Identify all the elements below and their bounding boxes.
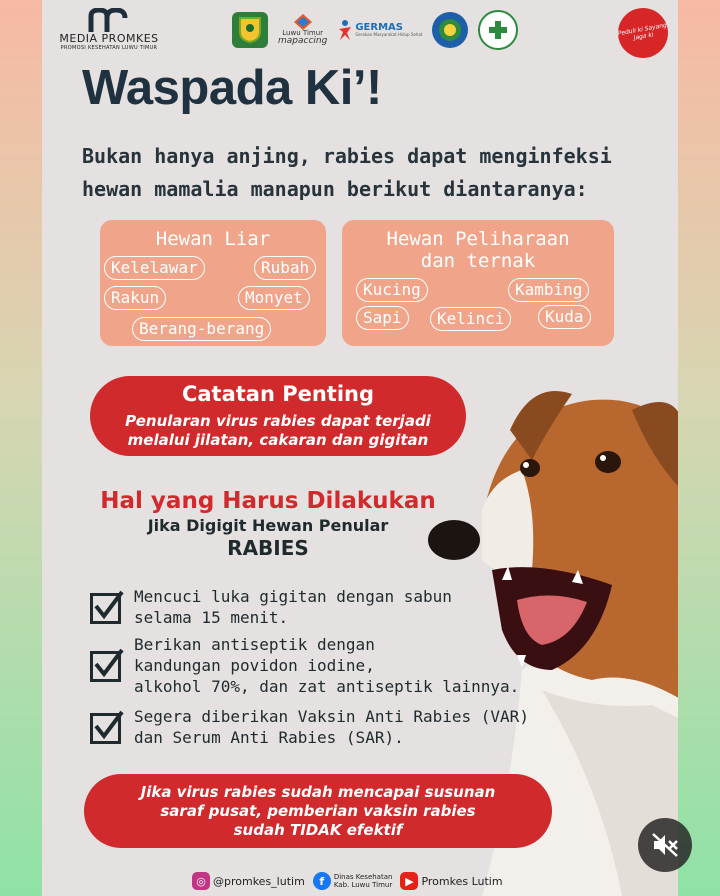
pet-animals-title: Hewan Peliharaan dan ternak: [386, 228, 570, 272]
partner-logos: [232, 8, 518, 52]
step-item: [90, 586, 570, 634]
animal-pill: Monyet: [238, 286, 310, 310]
animal-pill: Rubah: [254, 256, 316, 280]
rabies-poster: [42, 0, 678, 896]
important-note-text: Penularan virus rabies dapat terjadi melalui jilatan, cakaran dan gigitan: [125, 412, 431, 449]
pet-animals-box: [342, 220, 614, 346]
step-text: Berikan antiseptik dengan kandungan povidon iodine, alkohol 70%, dan zat antiseptik lainnya.: [134, 635, 520, 696]
todo-subheading: Jika Digigit Hewan Penular: [147, 516, 389, 535]
poster-title: Waspada Ki’!: [82, 61, 382, 115]
diamond-icon: [294, 14, 312, 30]
instagram-link[interactable]: ◎ @promkes_lutim: [192, 872, 305, 890]
todo-rabies-label: RABIES: [227, 536, 309, 560]
luwu-timur-crest-icon: [232, 12, 268, 48]
animal-pill: Kuda: [538, 305, 591, 329]
facebook-icon: f: [313, 872, 331, 890]
germas-figure-icon: [337, 19, 353, 41]
social-footer: [192, 872, 503, 890]
animal-pill: Kelinci: [430, 307, 511, 331]
wild-animals-title: Hewan Liar: [155, 228, 271, 250]
check-box-icon: [90, 648, 124, 682]
animal-pill: Berang-berang: [132, 317, 271, 341]
animal-pill: Rakun: [104, 286, 166, 310]
step-text: Segera diberikan Vaksin Anti Rabies (VAR) dan Serum Anti Rabies (SAR).: [134, 707, 529, 747]
luwu-timur-mapaccing-logo: Luwu Timur mapaccing: [278, 14, 327, 47]
check-box-icon: [90, 710, 124, 744]
brand-tagline: PROMOSI KESEHATAN LUWU TIMUR: [60, 45, 158, 51]
animal-pill: Kucing: [356, 278, 428, 302]
green-cross-icon: [478, 10, 518, 50]
youtube-icon: ▶: [400, 872, 418, 890]
poster-subtitle: Bukan hanya anjing, rabies dapat menginfeksi hewan mamalia manapun berikut diantaranya:: [82, 144, 612, 201]
instagram-icon: ◎: [192, 872, 210, 890]
vaccine-warning-banner: Jika virus rabies sudah mencapai susunan saraf pusat, pemberian vaksin rabies sudah TIDAK efektif: [84, 774, 552, 848]
promkes-mark-icon: [87, 8, 131, 34]
media-promkes-logo: [54, 8, 164, 51]
peduli-badge: Peduli ki Sayang Jaga ki: [618, 8, 668, 58]
important-note-banner: [90, 376, 466, 456]
animal-pill: Kelelawar: [104, 256, 205, 280]
wild-animals-box: [100, 220, 326, 346]
todo-heading: Hal yang Harus Dilakukan: [100, 488, 436, 514]
youtube-link[interactable]: ▶ Promkes Lutim: [400, 872, 502, 890]
step-item: [90, 706, 570, 754]
animal-pill: Kambing: [508, 278, 589, 302]
check-box-icon: [90, 590, 124, 624]
animal-pill: Sapi: [356, 306, 409, 330]
step-text: Mencuci luka gigitan dengan sabun selama 15 menit.: [134, 587, 452, 627]
mute-icon: [651, 832, 679, 858]
mute-button[interactable]: [638, 818, 692, 872]
brand-name: MEDIA PROMKES: [59, 32, 159, 45]
facebook-link[interactable]: f Dinas Kesehatan Kab. Luwu Timur: [313, 872, 393, 890]
health-ministry-emblem-icon: [432, 12, 468, 48]
important-note-heading: Catatan Penting: [181, 382, 375, 406]
germas-logo: GERMAS Gerakan Masyarakat Hidup Sehat: [337, 19, 422, 41]
step-item: [90, 634, 570, 704]
